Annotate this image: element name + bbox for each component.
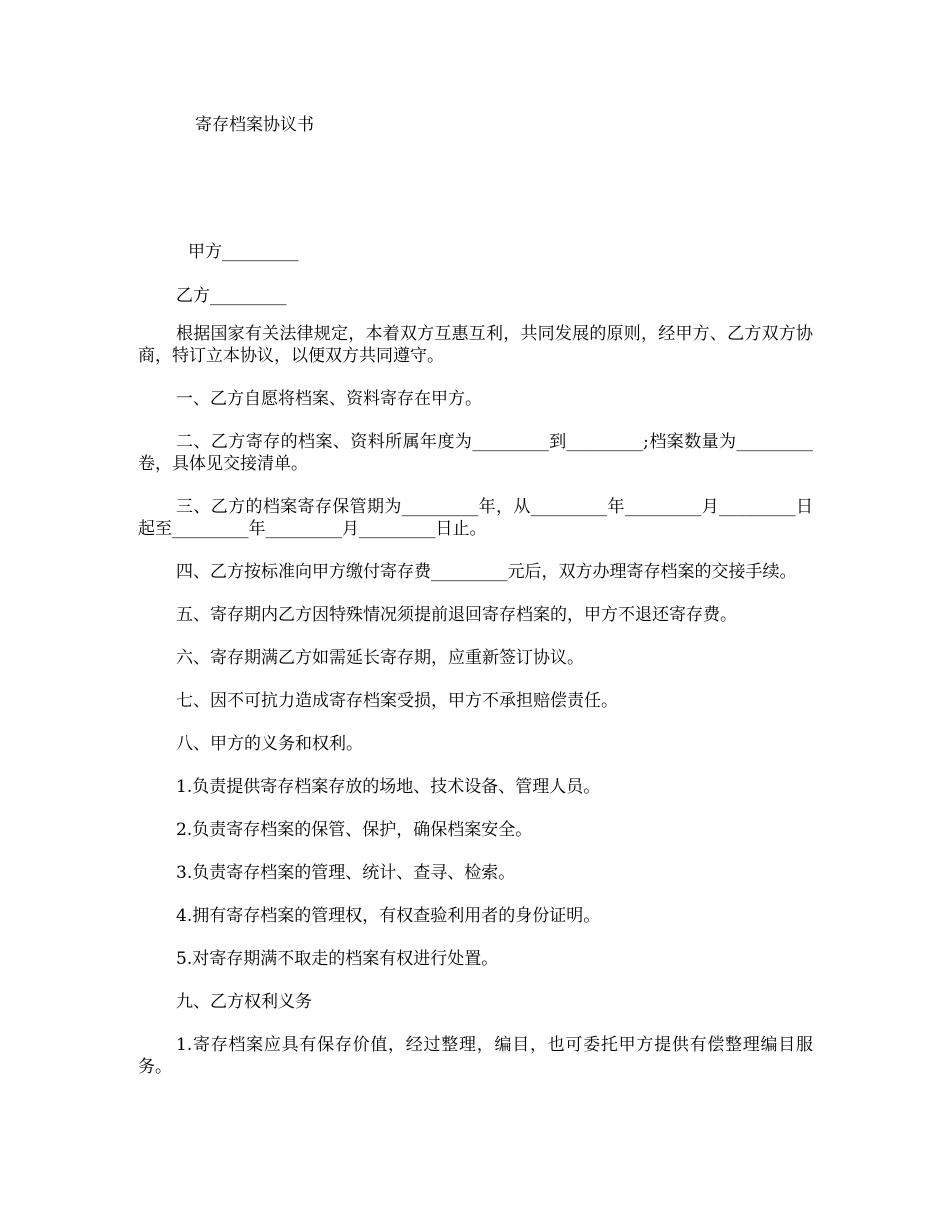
clause-8-item-1: 1.负责提供寄存档案存放的场地、技术设备、管理人员。	[176, 777, 601, 797]
clause-8-item-3: 3.负责寄存档案的管理、统计、查寻、检索。	[176, 863, 516, 883]
clause-8-item-5: 5.对寄存期满不取走的档案有权进行处置。	[176, 949, 499, 969]
document-title: 寄存档案协议书	[195, 115, 314, 135]
clause-6: 六、寄存期满乙方如需延长寄存期，应重新签订协议。	[176, 648, 584, 668]
agreement-body	[138, 323, 813, 1099]
clause-7: 七、因不可抗力造成寄存档案受损，甲方不承担赔偿责任。	[176, 691, 618, 711]
clause-8-heading: 八、甲方的义务和权利。	[176, 734, 363, 754]
clause-8-item-2: 2.负责寄存档案的保管、保护，确保档案安全。	[176, 820, 533, 840]
clause-3: 三、乙方的档案寄存保管期为_________年，从_________年_________月_________日起至_________年_________月_________日止。	[138, 497, 813, 539]
clause-9-item-1: 1.寄存档案应具有保存价值，经过整理，编目，也可委托甲方提供有偿整理编目服务。	[138, 1035, 813, 1077]
party-b-line: 乙方_________	[176, 286, 287, 306]
clause-9-heading: 九、乙方权利义务	[176, 992, 312, 1012]
clause-5: 五、寄存期内乙方因特殊情况须提前退回寄存档案的，甲方不退还寄存费。	[176, 605, 737, 625]
clause-1: 一、乙方自愿将档案、资料寄存在甲方。	[176, 389, 482, 409]
clause-4: 四、乙方按标准向甲方缴付寄存费_________元后，双方办理寄存档案的交接手续。	[176, 562, 797, 582]
preamble-paragraph: 根据国家有关法律规定，本着双方互惠互利，共同发展的原则，经甲方、乙方双方协商，特订立本协议，以便双方共同遵守。	[138, 324, 813, 366]
clause-8-item-4: 4.拥有寄存档案的管理权，有权查验利用者的身份证明。	[176, 906, 601, 926]
party-a-line: 甲方_________	[188, 242, 299, 262]
clause-2: 二、乙方寄存的档案、资料所属年度为_________到_________;档案数量为_________卷，具体见交接清单。	[138, 432, 813, 474]
